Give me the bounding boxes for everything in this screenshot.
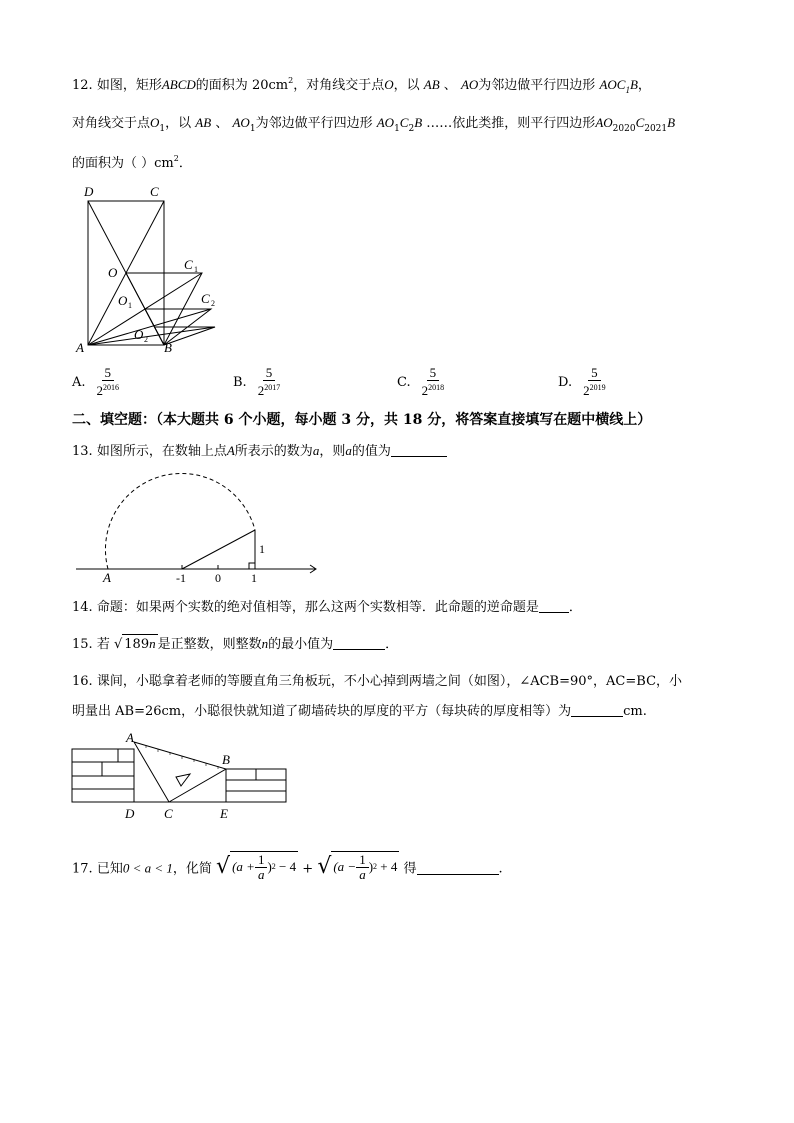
q17-text: 17. 已知0 < a < 1，化简 √ (a + $\frac{1}{a}$ ) 2 − 4 + √ (a − $\frac{1}{a}$ ) 2 + 4 得 . (72, 851, 503, 882)
fig13-label-A: A (103, 570, 111, 585)
q12-figure (70, 180, 230, 360)
fig12-label-O1: O (118, 293, 128, 308)
q16-line2: 明量出 AB=26cm，小聪很快就知道了砌墙砖块的厚度的平方（每块砖的厚度相等）为 cm. (72, 704, 647, 719)
q15-answer-blank[interactable] (333, 637, 385, 650)
q12-option-c[interactable]: C. $\frac{5}{2^{2018}}$ (397, 366, 447, 398)
option-c-fraction: $\frac{5}{2^{2018}}$ (421, 365, 445, 398)
fig12-label-O2-sub: 2 (144, 335, 148, 344)
fig12-label-C1: C (184, 257, 193, 272)
q12-line2: 对角线交于点$O_1$，以 AB 、 $AO_1$为邻边做平行四边形 $AO_1C_2B$ ……依此类推，则平行四边形$AO_{2020}C_{2021}B$ (72, 115, 676, 134)
fig13-label-one: 1 (251, 571, 257, 585)
option-b-fraction: $\frac{5}{2^{2017}}$ (257, 365, 281, 398)
fig13-label-zero: 0 (215, 571, 221, 585)
q12-option-a[interactable]: A. $\frac{5}{2^{2016}}$ (72, 366, 122, 398)
fig16-label-E: E (220, 806, 228, 821)
sqrt-expression-1: √ (a + $\frac{1}{a}$ ) 2 − 4 (216, 851, 297, 882)
q16-wall-figure (68, 730, 292, 824)
q16-line1: 16. 课间，小聪拿着老师的等腰直角三角板玩，不小心掉到两墙之间（如图），∠ACB=90°，AC=BC，小 (72, 674, 683, 689)
fig16-label-C: C (164, 806, 173, 821)
section-heading: 二、填空题：（本大题共 6 个小题，每小题 3 分，共 18 分，将答案直接填写在题中横线上） (72, 412, 652, 428)
fig12-label-D: D (84, 184, 94, 199)
q12-line1: 12. 如图，矩形ABCD的面积为 $20cm^2$，对角线交于点O，以 AB 、 AO为邻边做平行四边形 $AOC_1B$， (72, 76, 651, 95)
option-d-fraction: $\frac{5}{2^{2019}}$ (583, 365, 606, 398)
fig12-label-C: C (150, 184, 159, 199)
q13-text: 13. 如图所示，在数轴上点A所表示的数为a，则a的值为 (72, 442, 447, 461)
sqrt-expression-2: √ (a − $\frac{1}{a}$ ) 2 + 4 (317, 851, 398, 882)
q12-line3: 的面积为（ ）$cm^2$． (72, 154, 192, 171)
option-a-fraction: $\frac{5}{2^{2016}}$ (96, 365, 120, 398)
fig16-label-D: D (125, 806, 135, 821)
fig12-label-O2: O (134, 327, 144, 342)
fig12-label-O: O (108, 265, 118, 280)
fig12-label-O1-sub: 1 (128, 301, 132, 310)
q12-option-d[interactable]: D. $\frac{5}{2^{2019}}$ (558, 366, 609, 398)
fig12-label-A: A (76, 340, 84, 355)
fig16-label-A: A (126, 730, 134, 745)
fig16-label-B: B (222, 752, 230, 767)
sqrt-expression: √ 189n (113, 636, 156, 652)
fig12-label-C2: C (201, 291, 210, 306)
q13-number-line-figure (70, 470, 330, 590)
fig12-label-C1-sub: 1 (194, 265, 198, 274)
q16-answer-blank[interactable] (571, 704, 623, 717)
q14-text: 14. 命题：如果两个实数的绝对值相等，那么这两个实数相等．此命题的逆命题是 ． (72, 600, 582, 615)
fig13-label-side: 1 (259, 542, 265, 556)
q17-answer-blank[interactable] (417, 862, 499, 875)
fig13-label-minus-one: -1 (176, 571, 186, 585)
q13-answer-blank[interactable] (391, 444, 447, 457)
fig12-label-C2-sub: 2 (211, 299, 215, 308)
q12-option-b[interactable]: B. $\frac{5}{2^{2017}}$ (233, 366, 283, 398)
q15-text: 15. 若 √ 189n 是正整数，则整数n的最小值为 ． (72, 636, 399, 652)
q14-answer-blank[interactable] (539, 600, 569, 613)
fig12-label-B: B (164, 340, 172, 355)
